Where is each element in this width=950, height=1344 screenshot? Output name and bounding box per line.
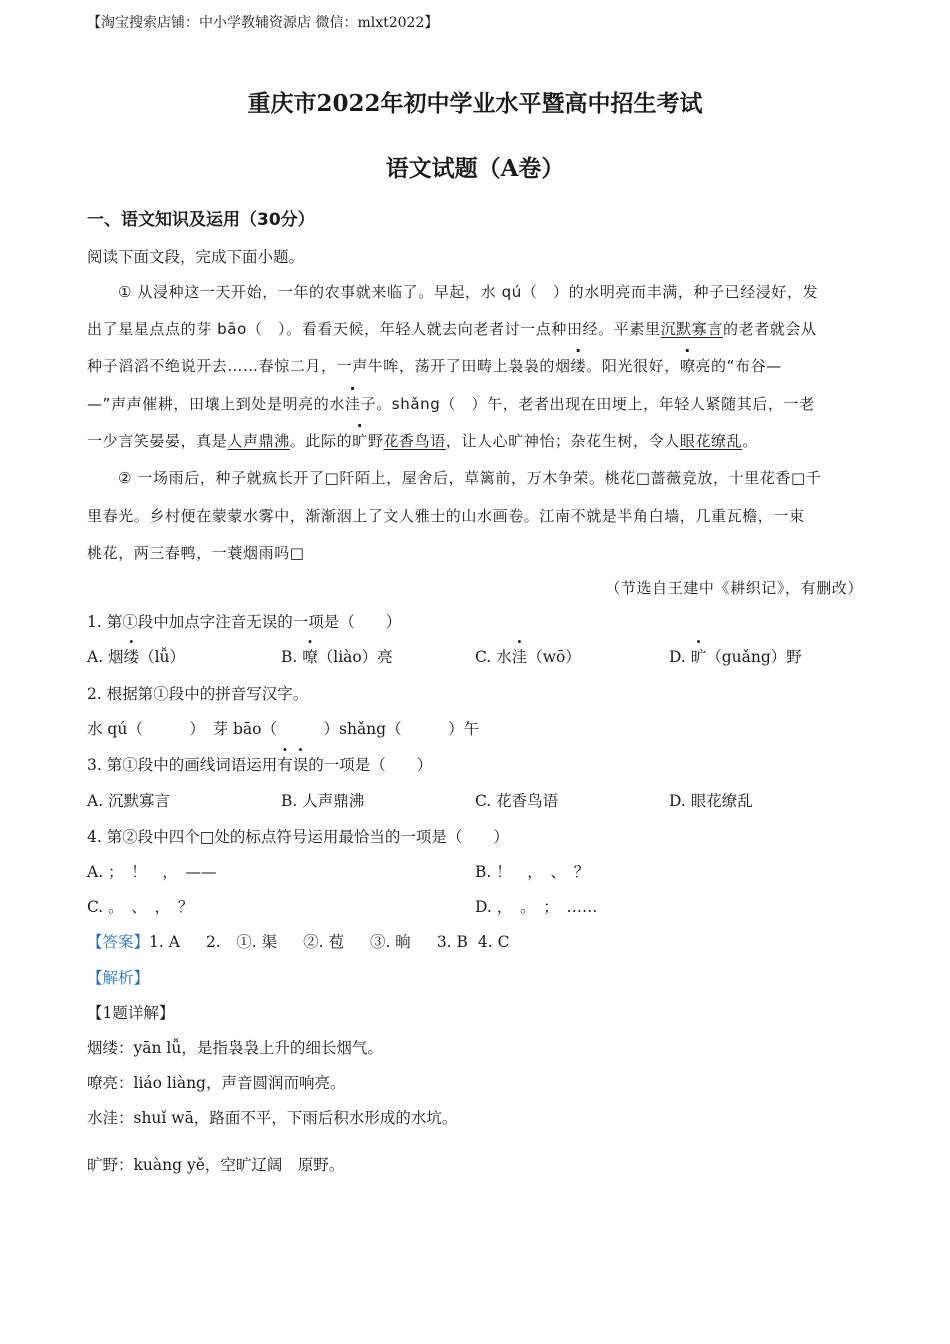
option-d: D. 旷（guǎng）野 — [669, 648, 802, 666]
question-2-blanks: 水 qú（ ） 芽 bāo（ ）shǎng（ ）午 — [87, 720, 480, 738]
option-c: C. 。 、 ， ？ — [87, 898, 194, 916]
option-d: D. ， 。 ； …… — [475, 898, 598, 916]
passage-line: 种子滔滔不绝说开去……春惊二月，一声牛哞，荡开了田畴上袅袅的烟缕。阳光很好，嘹亮的“布谷— — [87, 357, 782, 375]
answer-item: ②. 苞 — [303, 933, 344, 951]
header-note: 【淘宝搜索店铺：中小学教辅资源店 微信：mlxt2022】 — [87, 15, 439, 31]
analysis-label: 【解析】 — [87, 969, 150, 987]
passage-line: 桃花，两三春鸭，一蓑烟雨吗□ — [87, 544, 305, 562]
underlined-phrase: 沉默寡言 — [660, 320, 723, 338]
option-c: C. 花香鸟语 — [475, 792, 559, 810]
dotted-char: 旷 — [352, 432, 368, 450]
answer-label: 【答案】 — [87, 933, 150, 951]
passage-line: ② 一场雨后，种子就疯长开了□阡陌上，屋舍后，草篱前，万木争荣。桃花□蔷薇竞放，十里花香□千 — [118, 469, 822, 487]
detail-label: 【1题详解】 — [87, 1004, 175, 1022]
dotted-char: 洼 — [344, 395, 361, 413]
question-3-options — [87, 790, 863, 812]
exam-title: 重庆市2022年初中学业水平暨高中招生考试 — [247, 90, 703, 117]
explanation-line: 水洼：shuǐ wā，路面不平，下雨后积水形成的水坑。 — [87, 1109, 458, 1127]
option-a: A. 沉默寡言 — [87, 792, 171, 810]
question-1-stem: 1. 第①段中加点字注音无误的一项是（ ） — [87, 613, 402, 631]
answer-item: 4. C — [477, 933, 510, 951]
option-b: B. 嘹（liào）亮 — [281, 648, 393, 666]
option-c: C. 水洼（wō） — [475, 648, 581, 666]
passage-line: —”声声催耕，田壤上到处是明亮的水洼子。shǎng（ ）午，老者出现在田埂上，年轻人紧随其后，一老 — [87, 395, 815, 413]
answer-line — [87, 931, 863, 953]
section-heading: 一、语文知识及运用（30分） — [87, 210, 315, 230]
question-2-stem: 2. 根据第①段中的拼音写汉字。 — [87, 685, 309, 703]
exam-subtitle: 语文试题（A卷） — [385, 155, 565, 182]
underlined-phrase: 花香鸟语 — [383, 432, 446, 450]
answer-item: ③. 晌 — [369, 933, 411, 951]
underlined-phrase: 人声鼎沸 — [227, 432, 290, 450]
option-a: A. 烟缕（lǚ） — [87, 648, 186, 666]
passage-source: （节选自王建中《耕织记》，有删改） — [605, 579, 863, 597]
explanation-line: 旷野：kuàng yě，空旷辽阔 原野。 — [87, 1156, 345, 1174]
passage-line: ① 从浸种这一天开始，一年的农事就来临了。早起，水 qú（ ）的水明亮而丰满，种子已经浸好，发 — [118, 283, 819, 301]
instruction-text: 阅读下面文段，完成下面小题。 — [87, 248, 305, 266]
answer-item: 3. B — [436, 933, 468, 951]
answer-item: 2. ①. 渠 — [205, 933, 278, 951]
answer-item: 1. A — [149, 933, 180, 951]
passage-line: 里春光。乡村便在蒙蒙水雾中，渐渐洇上了文人雅士的山水画卷。江南不就是半角白墙，几重瓦檐，一束 — [87, 507, 805, 525]
passage-line: 出了星星点点的芽 bāo（ ）。看看天候，年轻人就去向老者讨一点种田经。平素里沉默寡言的老者就会从 — [87, 320, 817, 338]
dotted-char: 嘹 — [679, 357, 696, 375]
question-4-options-row1 — [87, 861, 863, 883]
question-1-options — [87, 646, 863, 668]
question-3-stem: 3. 第①段中的画线词语运用有误的一项是（ ） — [87, 756, 433, 774]
question-4-stem: 4. 第②段中四个□处的标点符号运用最恰当的一项是（ ） — [87, 828, 509, 846]
explanation-line: 烟缕：yān lǚ，是指袅袅上升的细长烟气。 — [87, 1039, 383, 1057]
passage-line: 一少言笑晏晏，真是人声鼎沸。此际的旷野花香鸟语，让人心旷神怡；杂花生树，令人眼花缭乱。 — [87, 432, 758, 450]
question-4-options-row2 — [87, 896, 863, 918]
option-b: B. 人声鼎沸 — [281, 792, 365, 810]
dotted-char: 缕 — [570, 357, 587, 375]
explanation-line: 嘹亮：liáo liàng，声音圆润而响亮。 — [87, 1074, 346, 1092]
option-d: D. 眼花缭乱 — [669, 792, 753, 810]
option-b: B. ！ ， 、 ？ — [475, 863, 590, 881]
option-a: A. ； ！ ， —— — [87, 863, 217, 881]
underlined-phrase: 眼花缭乱 — [679, 432, 743, 450]
